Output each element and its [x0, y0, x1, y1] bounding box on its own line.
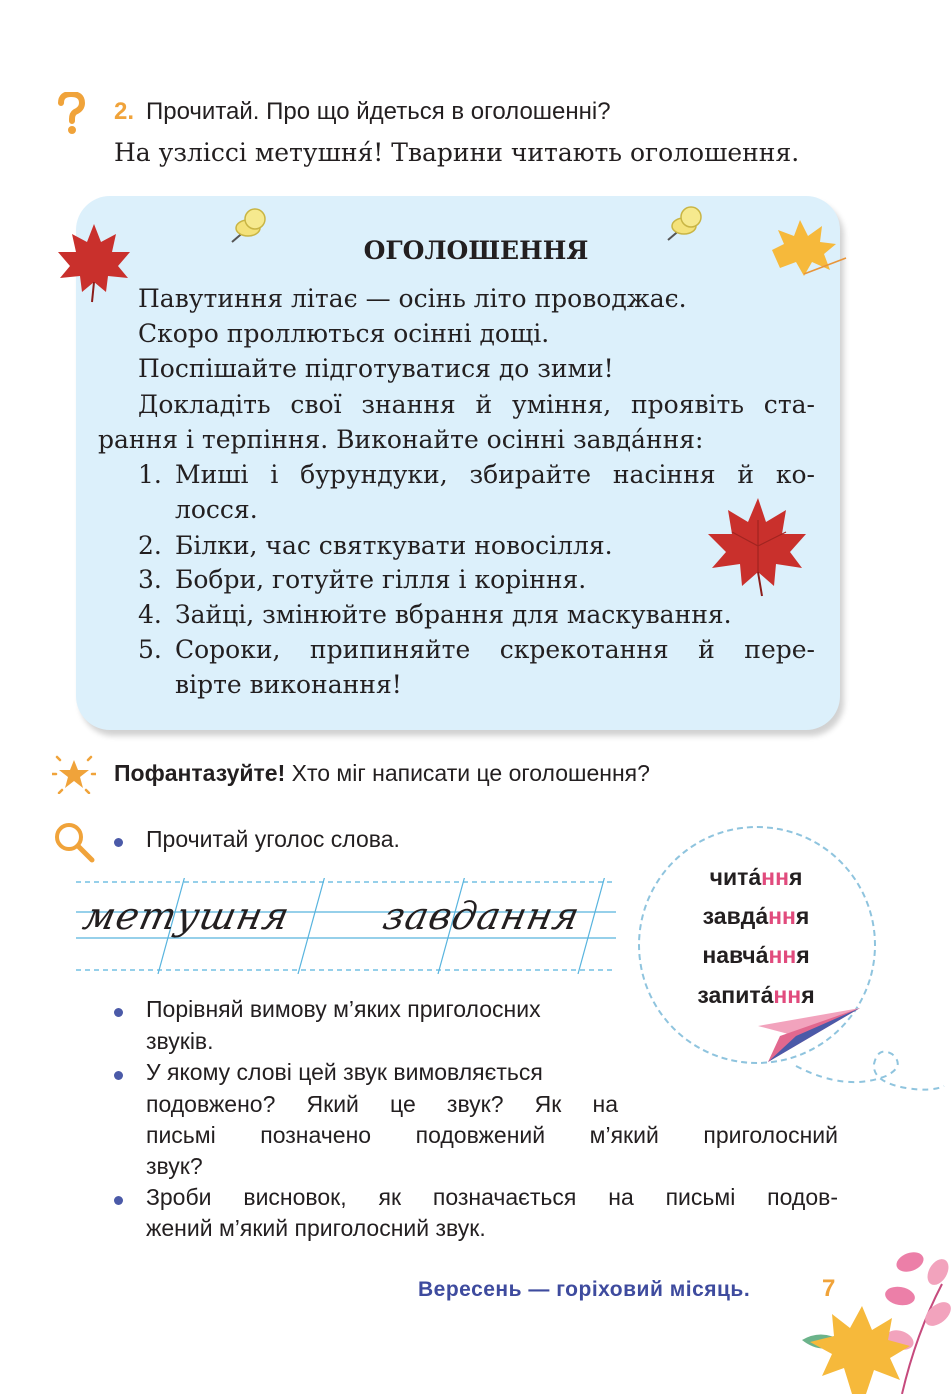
sparkle-star-icon — [52, 754, 96, 799]
paper-plane-icon — [756, 1006, 946, 1107]
notice-item-text: лосся. — [175, 495, 258, 524]
fantasy-line — [114, 760, 650, 787]
notice-item-text: Білки, час святкувати новосілля. — [175, 531, 613, 560]
notice-line: рання і терпіння. Виконайте осінні завда́ння: — [98, 425, 704, 454]
footer-motto: Вересень — горіховий місяць. — [418, 1278, 751, 1301]
bullet-text: звук? — [146, 1153, 203, 1179]
bullet-text: письмі позначено подовжений м’який приголосний — [146, 1122, 838, 1148]
circle-word: чита́ння — [709, 864, 803, 890]
notice-item-number: 2. — [138, 531, 162, 560]
bullet-dot — [114, 838, 123, 847]
autumn-leaves-decoration-icon — [792, 1244, 952, 1399]
reading-prompt: Прочитай уголос слова. — [146, 826, 400, 852]
task-question: Прочитай. Про що йдеться в оголошенні? — [146, 98, 611, 125]
fantasy-bold: Пофантазуйте! — [114, 760, 286, 786]
notice-item-number: 1. — [138, 460, 162, 489]
bullet-text: жений м’який приголосний звук. — [146, 1215, 486, 1241]
notice-line: Павутиння літає — осінь літо проводжає. — [138, 284, 687, 313]
circle-word: завда́ння — [702, 903, 810, 929]
notice-item-text: вірте виконання! — [175, 670, 402, 699]
notice-item-text: Сороки, припиняйте скрекотання й пере- — [175, 635, 815, 664]
bullet-text: У якому слові цей звук вимовляється — [146, 1059, 543, 1085]
notice-line: Скоро проллються осінні дощі. — [138, 319, 550, 348]
notice-item-number: 4. — [138, 600, 162, 629]
task-number: 2. — [114, 98, 135, 125]
bullet-dot — [114, 1196, 123, 1205]
bullet-text: Зроби висновок, як позначається на письмі подов- — [146, 1184, 838, 1210]
bullet-text: Порівняй вимову м’яких приголосних — [146, 996, 541, 1022]
bullet-dot — [114, 1071, 123, 1080]
bullet-dot — [114, 1008, 123, 1017]
fantasy-text: Хто міг написати це оголошення? — [291, 760, 650, 786]
notice-item-number: 5. — [138, 635, 162, 664]
notice-item-text: Зайці, змінюйте вбрання для маскування. — [175, 600, 732, 629]
cursive-word: метушня — [79, 894, 294, 938]
intro-line: На узліссі метушня́! Тварини читають оголошення. — [114, 138, 800, 167]
question-icon — [56, 92, 86, 136]
magnifier-icon — [52, 820, 96, 869]
notice-line: Докладіть свої знання й уміння, проявіть ста- — [138, 390, 815, 419]
notice-line: Поспішайте підготуватися до зими! — [138, 354, 614, 383]
notice-item-number: 3. — [138, 565, 162, 594]
bullet-text: звуків. — [146, 1028, 214, 1054]
red-maple-leaf-icon — [702, 494, 812, 603]
circle-word: запита́ння — [697, 982, 815, 1008]
notice-title: ОГОЛОШЕННЯ — [363, 236, 589, 265]
circle-word: навча́ння — [702, 942, 810, 968]
bullet-text: подовжено? Який це звук? Як на — [146, 1091, 618, 1117]
notice-item-text: Миші і бурундуки, збирайте насіння й ко- — [175, 460, 815, 489]
page-number: 7 — [822, 1275, 836, 1302]
cursive-word: завдання — [379, 894, 585, 938]
notice-item-text: Бобри, готуйте гілля і коріння. — [175, 565, 587, 594]
